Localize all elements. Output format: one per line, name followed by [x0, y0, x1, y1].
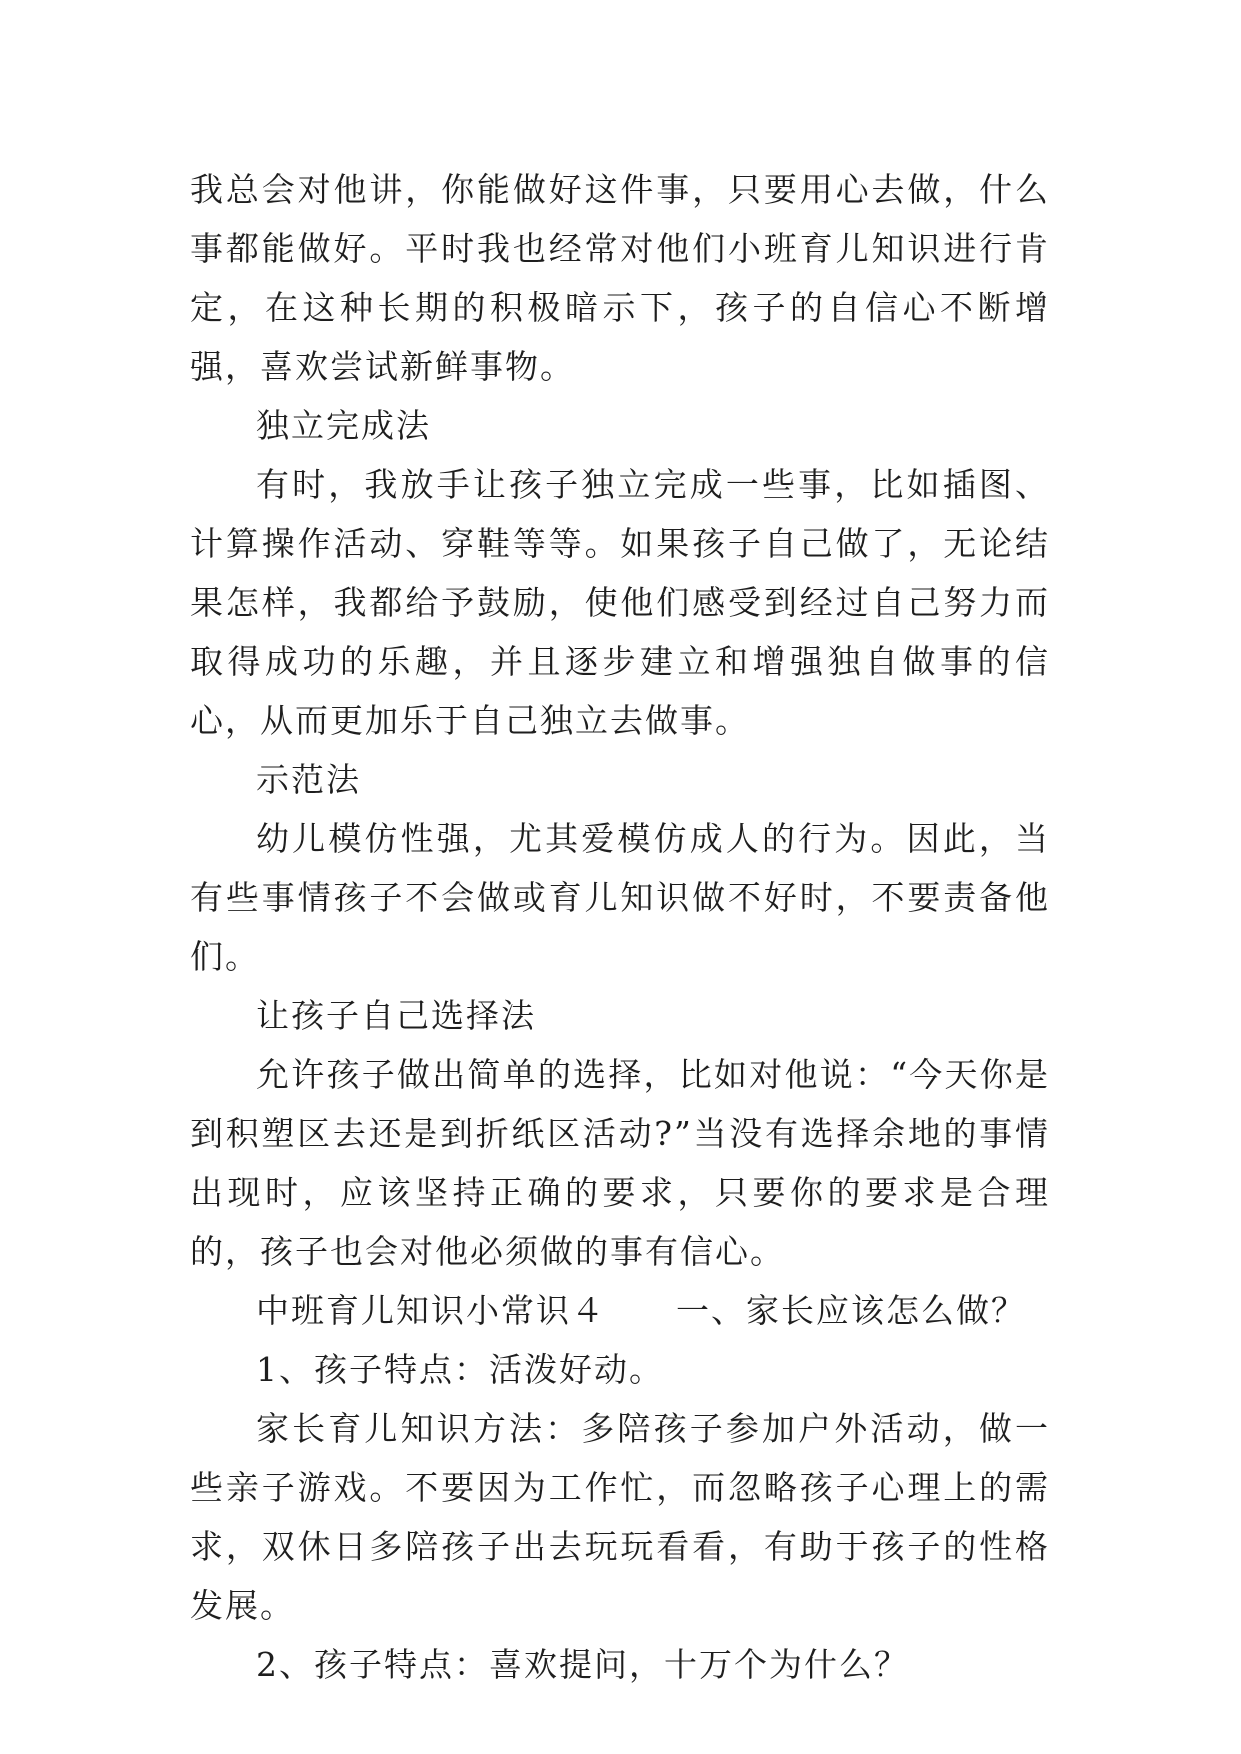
heading-section-4 — [190, 1281, 1050, 1340]
heading-demonstration: 示范法 — [256, 760, 361, 799]
paragraph-demonstration: 幼儿模仿性强，尤其爱模仿成人的行为。因此，当有些事情孩子不会做或育儿知识做不好时，不要责备他们。 — [190, 819, 1050, 976]
paragraph-child-choice: 允许孩子做出简单的选择，比如对他说：“今天你是到积塑区去还是到折纸区活动?”当没有选择余地的事情出现时，应该坚持正确的要求，只要你的要求是合理的，孩子也会对他必须做的事有信心。 — [190, 1055, 1050, 1271]
document-body — [190, 160, 1050, 1694]
section-title: 中班育儿知识小常识４ — [256, 1291, 606, 1330]
paragraph-trait-2: 2、孩子特点：喜欢提问，十万个为什么？ — [256, 1645, 909, 1684]
paragraph-independent-completion: 有时，我放手让孩子独立完成一些事，比如插图、计算操作活动、穿鞋等等。如果孩子自己做了，无论结果怎样，我都给予鼓励，使他们感受到经过自己努力而取得成功的乐趣，并且逐步建立和增强独自做事的信心，从而更加乐于自己独立去做事。 — [190, 465, 1050, 740]
heading-child-choice: 让孩子自己选择法 — [256, 996, 536, 1035]
heading-independent-completion: 独立完成法 — [256, 406, 431, 445]
paragraph-method-1: 家长育儿知识方法：多陪孩子参加户外活动，做一些亲子游戏。不要因为工作忙，而忽略孩子心理上的需求，双休日多陪孩子出去玩玩看看，有助于孩子的性格发展。 — [190, 1409, 1050, 1625]
section-subtitle: 一、家长应该怎么做？ — [676, 1291, 1026, 1330]
paragraph-self-confidence: 我总会对他讲，你能做好这件事，只要用心去做，什么事都能做好。平时我也经常对他们小班育儿知识进行肯定，在这种长期的积极暗示下，孩子的自信心不断增强，喜欢尝试新鲜事物。 — [190, 170, 1050, 386]
paragraph-trait-1: 1、孩子特点：活泼好动。 — [256, 1350, 664, 1389]
